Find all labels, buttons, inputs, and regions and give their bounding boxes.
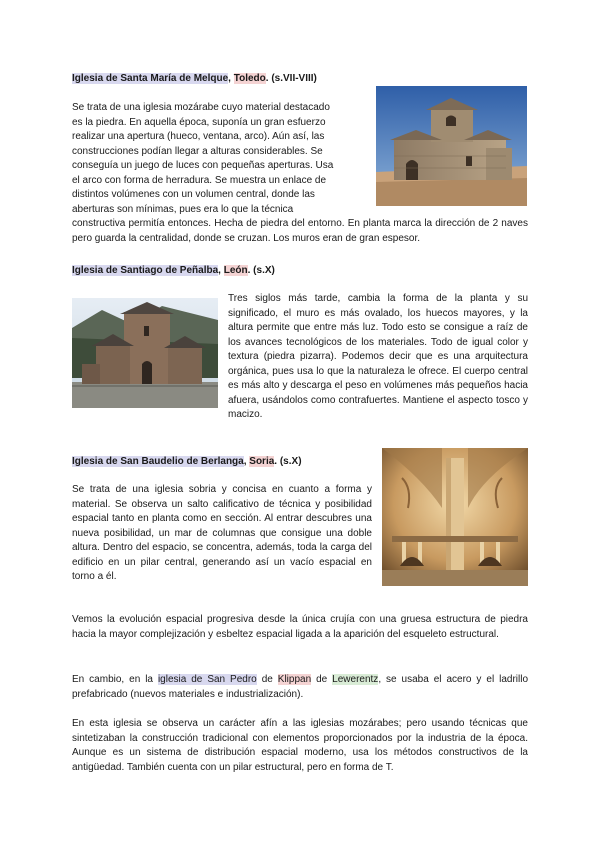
photo-santa-maria-de-melque bbox=[376, 86, 527, 206]
century: . (s.X) bbox=[247, 265, 275, 276]
church-name: Iglesia de Santiago de Peñalba bbox=[72, 265, 219, 276]
photo-san-baudelio-de-berlanga bbox=[382, 448, 528, 586]
photo-santiago-de-penalba bbox=[72, 298, 218, 408]
section-title-penalba bbox=[72, 264, 275, 277]
section-title-berlanga bbox=[72, 455, 302, 468]
text-segment: , se usaba el acero y el ladrillo prefabricado (nuevos materiales e industrialización). bbox=[72, 674, 529, 700]
place-name: Klippan bbox=[277, 674, 312, 685]
closing-paragraph-2 bbox=[72, 673, 528, 702]
section-text-berlanga: Se trata de una iglesia sobria y concisa en cuanto a forma y material. Se observa un salto calificativo de técnica y posibilidad espacial tanto en planta como en sección. Al entrar descubres una nueva posibilidad, un mar de columnas que consigue una doble altura. Dentro del espacio, se concentra, además, toda la carga del edificio en un pilar central, generando así un vacío espacial en torno a él. bbox=[72, 484, 372, 582]
text-line: Se trata de una iglesia mozárabe cuyo material destacado bbox=[72, 102, 330, 113]
closing-paragraph-1: Vemos la evolución espacial progresiva desde la única crujía con una gruesa estructura de piedra hacia la mayor complejización y esbeltez espacial ligada a la aparición del esqueleto estructural. bbox=[72, 614, 528, 640]
title-separator: , bbox=[218, 265, 224, 276]
text-segment: En cambio, en la bbox=[72, 674, 158, 685]
text-line: el arco con forma de herradura. Se muestra un enlace de bbox=[72, 174, 327, 186]
church-name: iglesia de San Pedro bbox=[157, 674, 257, 685]
text-line: realizar una apertura (hueco, ventana, arco). Aún así, las bbox=[72, 131, 325, 142]
place-name: León bbox=[223, 265, 248, 276]
text-segment: de bbox=[311, 674, 333, 685]
architect-name: Lewerentz bbox=[332, 674, 379, 685]
place-name: Toledo bbox=[233, 73, 266, 84]
section-title-melque bbox=[72, 72, 317, 85]
place-name: Soria bbox=[249, 456, 275, 467]
text-line: aberturas son mínimas, pues era lo que la técnica bbox=[72, 203, 294, 215]
section-text-penalba: Tres siglos más tarde, cambia la forma de la planta y su significado, el muro es más ovalado, los huecos mayores, y la altura permite que entre más luz. Todo esto se consigue a raíz de los avances tecnológicos de los materiales. Todo de igual color y textura (piedra pizarra). Podemos decir que es una arquitectura orgánica, pues usa lo que la naturaleza le ofrece. El cuerpo central es más alto y descarga el peso en volúmenes más pequeños hacia afuera, usándolos como contrafuertes. Mantiene el aspecto tosco y macizo. bbox=[228, 293, 528, 420]
text-tail: constructiva permitía entonces. Hecha de piedra del entorno. En planta marca la dirección de 2 naves pero guarda la centralidad, donde se cruzan. Los muros eran de gran espesor. bbox=[72, 218, 528, 244]
text-line: es la piedra. En aquella época, suponía un gran esfuerzo bbox=[72, 116, 326, 128]
title-separator: , bbox=[243, 456, 250, 467]
church-name: Iglesia de San Baudelio de Berlanga bbox=[72, 456, 244, 467]
text-line: distintos volúmenes con un volumen central, donde las bbox=[72, 189, 315, 200]
century: . (s.X) bbox=[274, 456, 302, 467]
closing-paragraph-3: En esta iglesia se observa un carácter afín a las iglesias mozárabes; pero usando técnicas que sintetizaban la construcción tradicional con elementos proporcionados por la industria de la época. Aunque es un sistema de distribución espacial moderno, usa los métodos constructivos de la antigüedad. También cuenta con un pilar estructural, pero en forma de T. bbox=[72, 718, 528, 773]
text-segment: de bbox=[256, 674, 278, 685]
century: . (s.VII-VIII) bbox=[265, 73, 317, 84]
title-separator: , bbox=[228, 73, 234, 84]
church-name: Iglesia de Santa María de Melque bbox=[72, 73, 229, 84]
text-line: conseguía un juego de luces con pequeñas aperturas. Usa bbox=[72, 160, 334, 171]
text-line: construcciones podían llegar a alturas considerables. Se bbox=[72, 145, 323, 157]
